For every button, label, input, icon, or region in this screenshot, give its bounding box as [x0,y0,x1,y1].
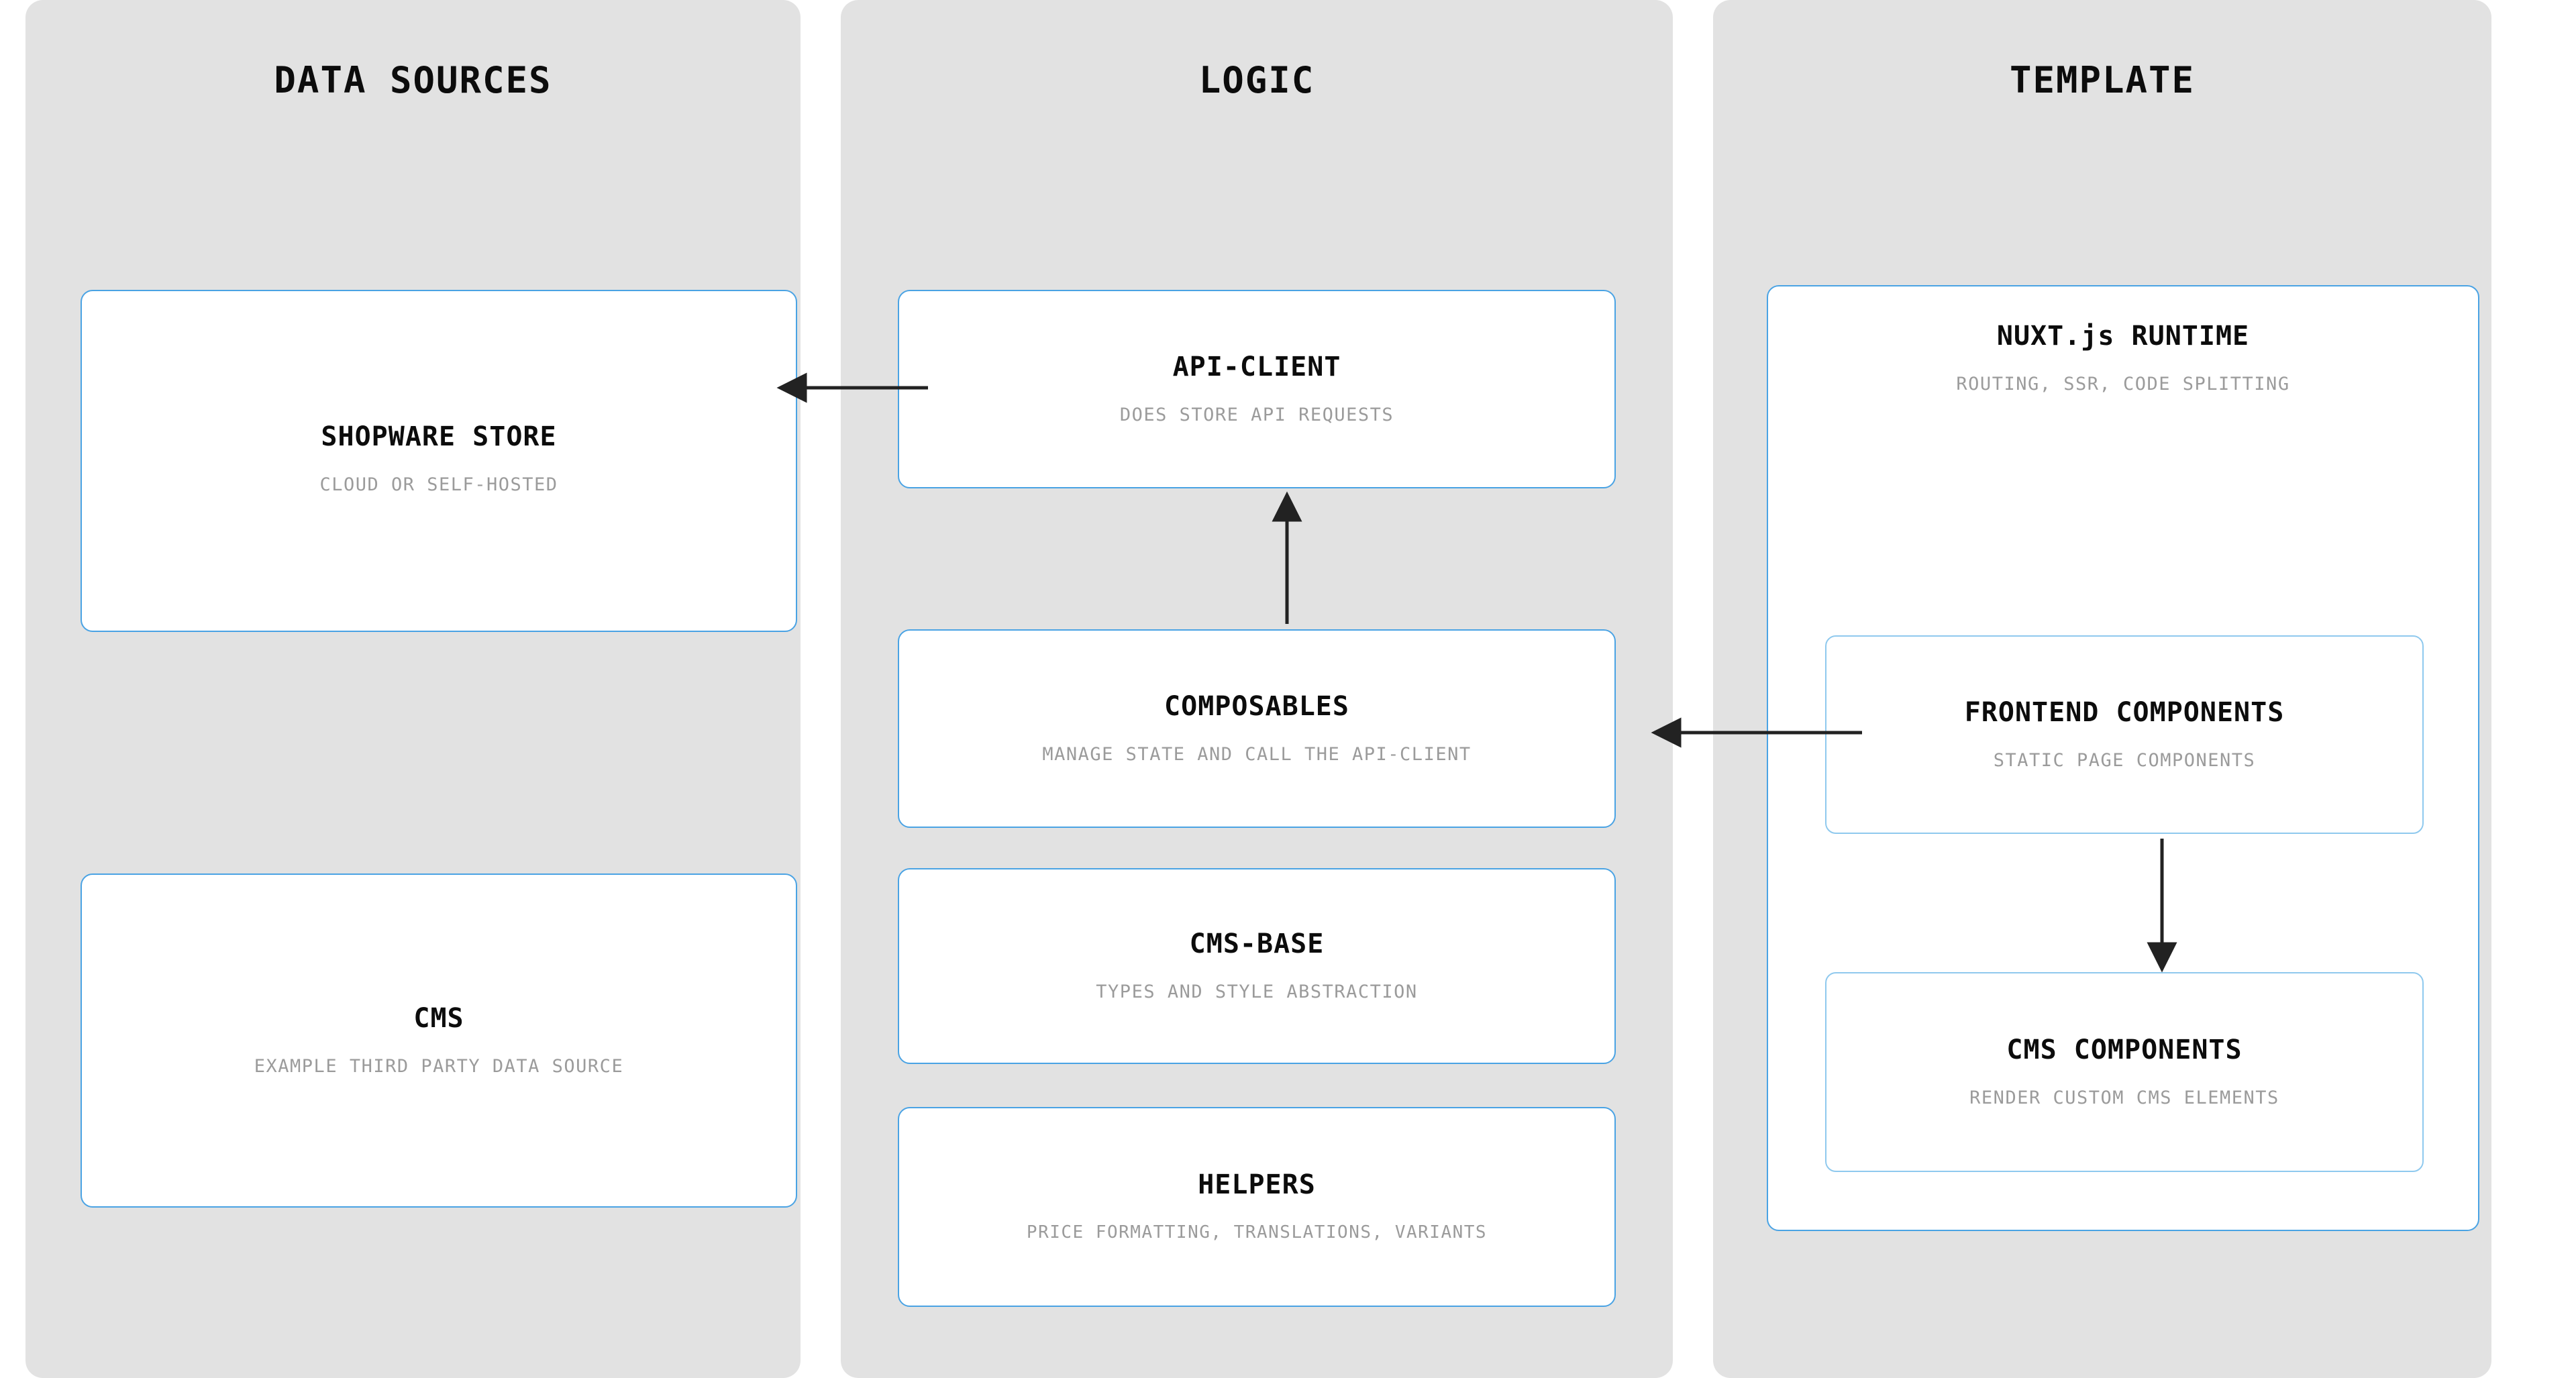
node-title-cms-base: CMS-BASE [1189,928,1325,959]
node-composables[interactable] [898,629,1616,828]
node-frontend-components[interactable] [1825,635,2424,834]
node-subtitle-composables: MANAGE STATE AND CALL THE API-CLIENT [1042,743,1472,765]
node-shopware-store[interactable] [81,290,797,632]
node-helpers[interactable] [898,1107,1616,1307]
column-title-data-sources: DATA SOURCES [274,59,552,101]
column-title-logic: LOGIC [1198,59,1315,101]
column-logic [841,0,1673,1378]
node-api-client[interactable] [898,290,1616,488]
node-subtitle-frontend-components: STATIC PAGE COMPONENTS [1993,749,2256,771]
node-nuxt-runtime[interactable] [1767,285,2479,1231]
column-template [1713,0,2491,1378]
node-title-nuxt-runtime: NUXT.js RUNTIME [1996,321,2250,352]
column-data-sources [25,0,801,1378]
node-title-cms: CMS [413,1002,464,1034]
node-title-api-client: API-CLIENT [1172,351,1341,382]
node-title-shopware-store: SHOPWARE STORE [321,421,557,452]
node-subtitle-cms: EXAMPLE THIRD PARTY DATA SOURCE [254,1055,624,1077]
node-cms-base[interactable] [898,868,1616,1064]
node-subtitle-nuxt-runtime: ROUTING, SSR, CODE SPLITTING [1956,374,2290,394]
node-subtitle-helpers: PRICE FORMATTING, TRANSLATIONS, VARIANTS [1026,1222,1488,1243]
node-cms-components[interactable] [1825,972,2424,1172]
node-title-cms-components: CMS COMPONENTS [2006,1034,2243,1065]
node-cms[interactable] [81,873,797,1208]
node-subtitle-cms-base: TYPES AND STYLE ABSTRACTION [1096,981,1418,1002]
node-title-frontend-components: FRONTEND COMPONENTS [1964,696,2285,728]
node-subtitle-cms-components: RENDER CUSTOM CMS ELEMENTS [1969,1087,2279,1108]
node-subtitle-shopware-store: CLOUD OR SELF-HOSTED [319,474,558,495]
node-title-composables: COMPOSABLES [1164,690,1349,722]
column-title-template: TEMPLATE [2009,59,2196,101]
node-title-helpers: HELPERS [1198,1169,1316,1201]
node-subtitle-api-client: DOES STORE API REQUESTS [1119,404,1394,425]
